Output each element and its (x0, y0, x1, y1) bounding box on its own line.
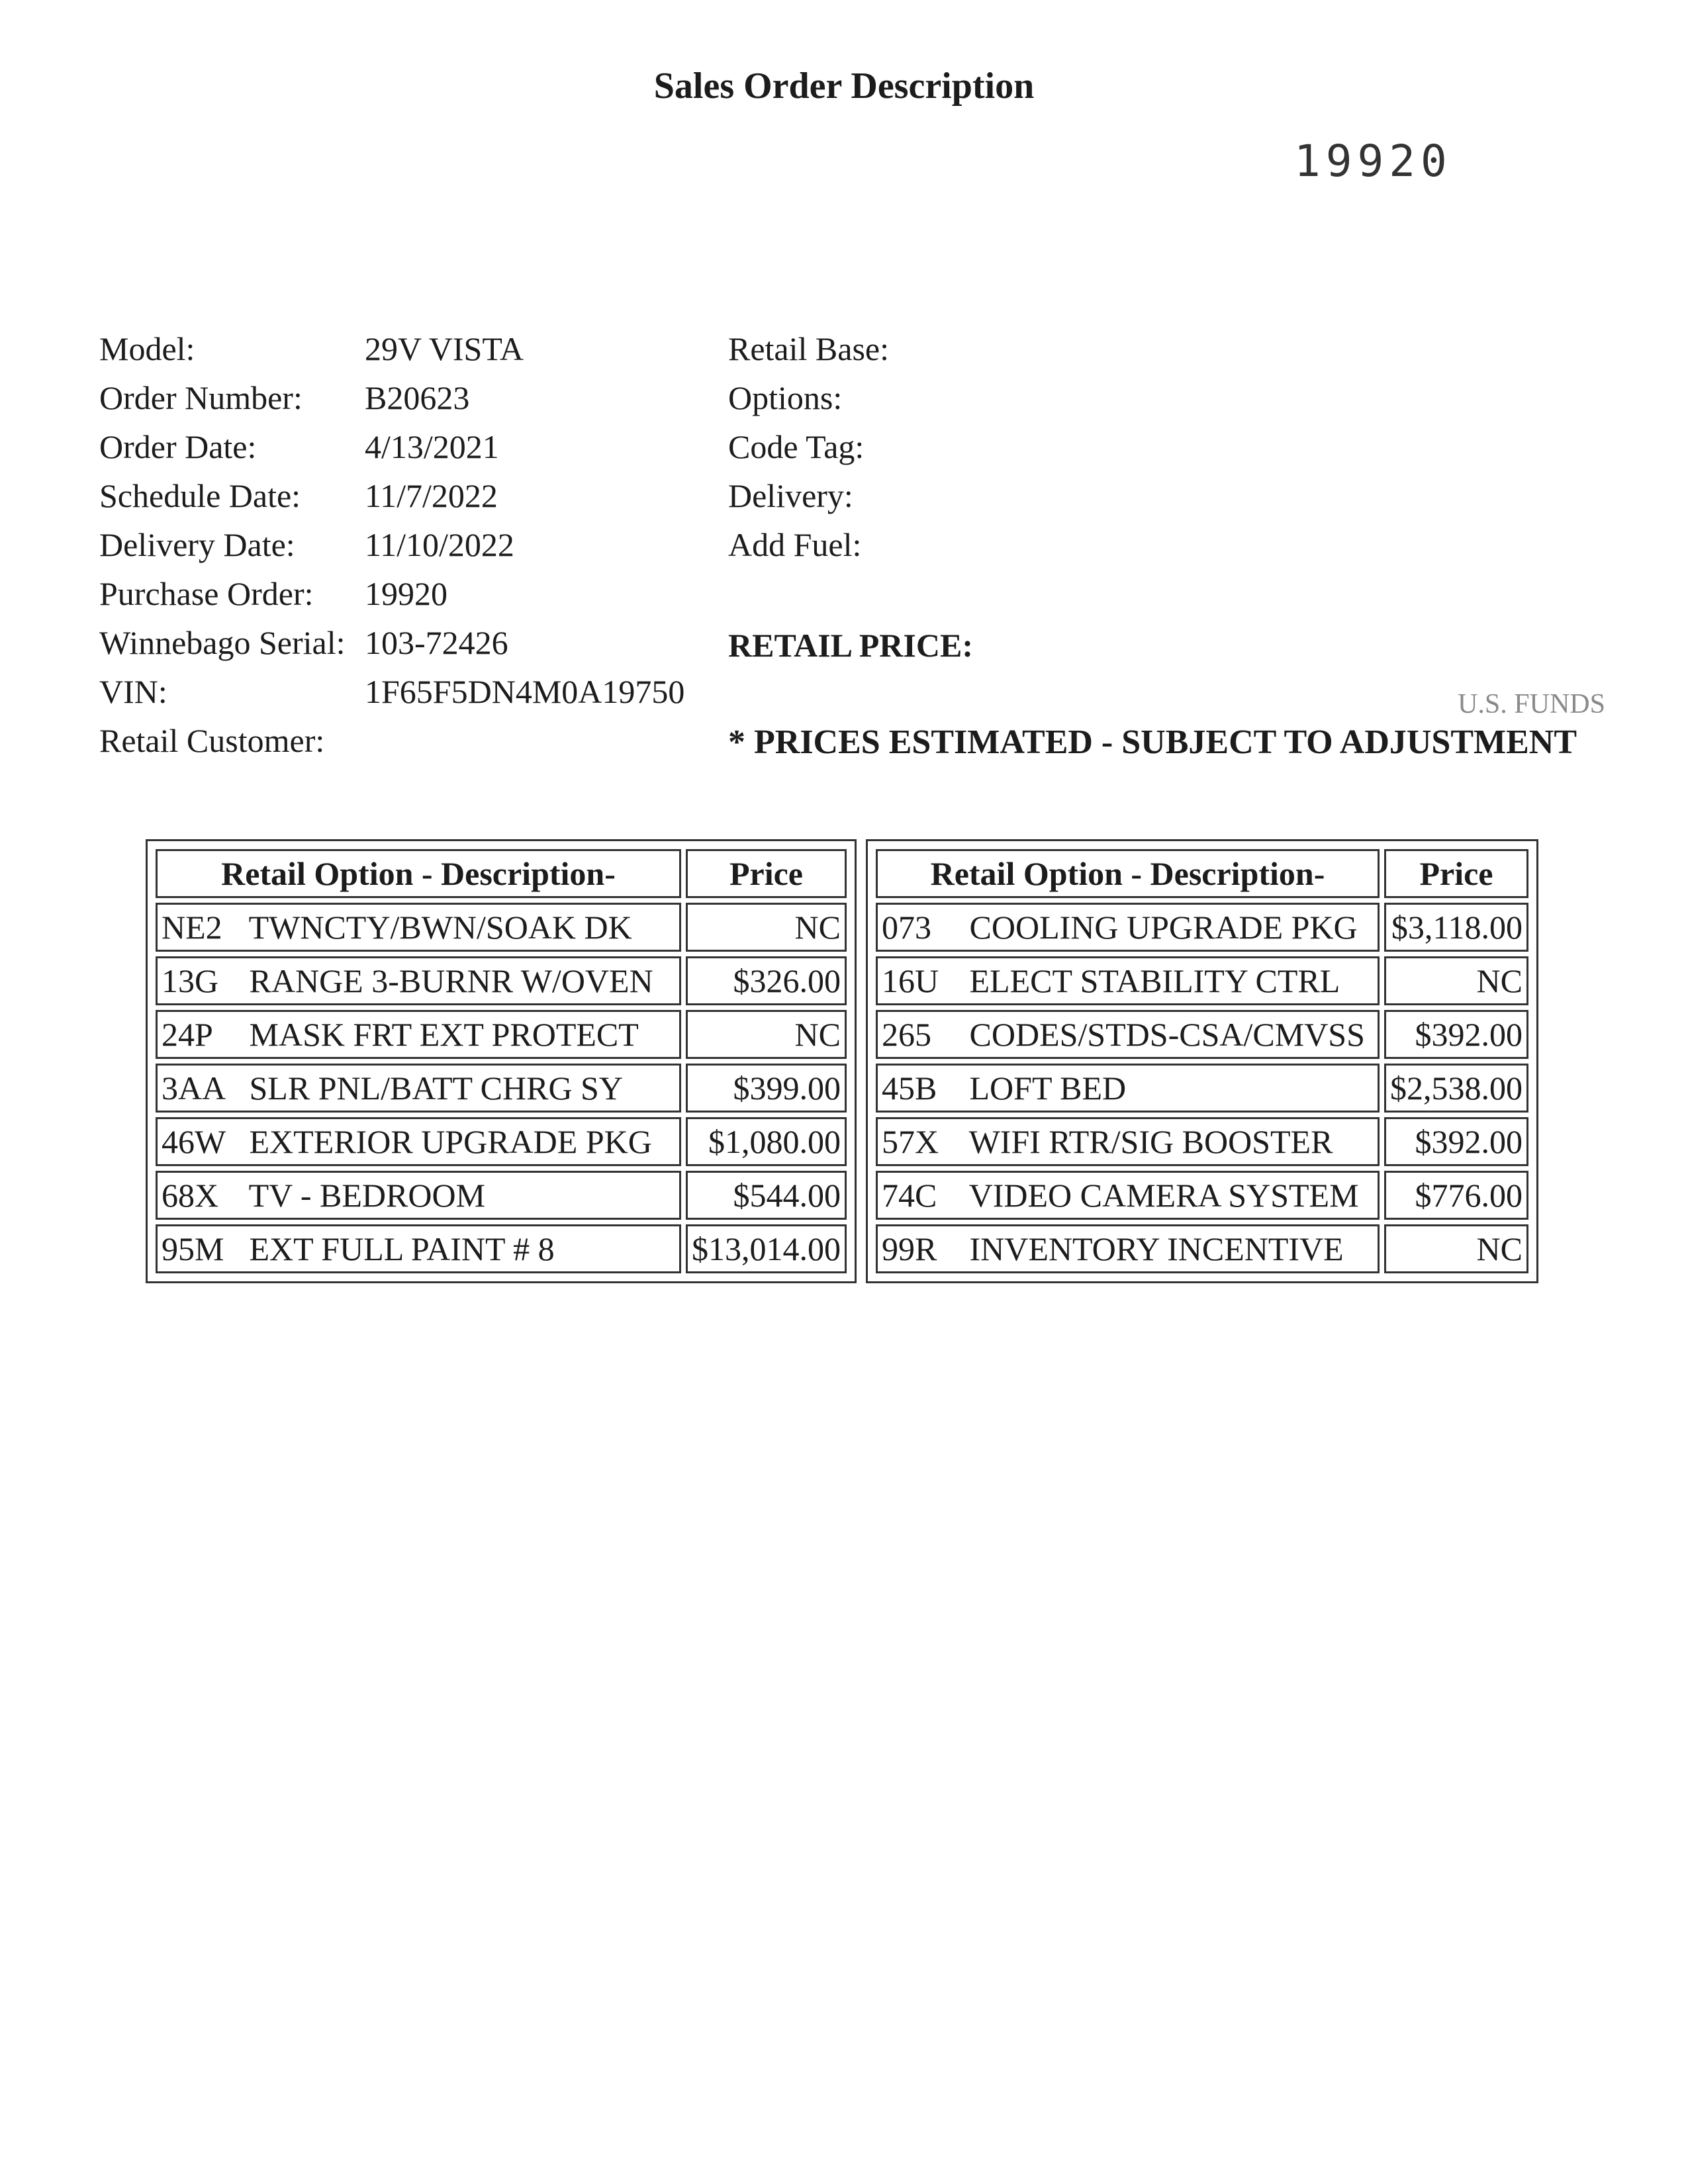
options-label: Options: (728, 379, 843, 416)
option-cell (876, 1064, 1380, 1113)
serial-value: 103-72426 (365, 624, 508, 661)
table-header-row (876, 849, 1528, 898)
option-cell (156, 1010, 681, 1059)
delivery-date-label: Delivery Date: (99, 526, 295, 563)
option-price: $1,080.00 (686, 1117, 847, 1166)
option-code: 74C (882, 1177, 937, 1214)
vin-value: 1F65F5DN4M0A19750 (365, 673, 685, 710)
option-code: 46W (162, 1123, 226, 1160)
option-code: 57X (882, 1123, 939, 1160)
option-price: $392.00 (1384, 1117, 1528, 1166)
table-row (156, 1171, 847, 1220)
option-code: 13G (162, 962, 219, 999)
table-row (876, 1010, 1528, 1059)
table-row (156, 956, 847, 1005)
option-description: RANGE 3-BURNR W/OVEN (249, 962, 653, 999)
option-price: $13,014.00 (686, 1224, 847, 1273)
table-row (156, 1010, 847, 1059)
option-description: INVENTORY INCENTIVE (969, 1230, 1344, 1267)
table-row (876, 1117, 1528, 1166)
table-header-row (156, 849, 847, 898)
table-row (156, 1064, 847, 1113)
option-code: 95M (162, 1230, 224, 1267)
option-price: $392.00 (1384, 1010, 1528, 1059)
options-table-left (146, 839, 857, 1283)
option-code: 68X (162, 1177, 219, 1214)
option-price: NC (686, 903, 847, 952)
option-price: $2,538.00 (1384, 1064, 1528, 1113)
delivery-label: Delivery: (728, 477, 853, 514)
option-description: VIDEO CAMERA SYSTEM (968, 1177, 1359, 1214)
schedule-date-value: 11/7/2022 (365, 477, 498, 514)
description-header: Retail Option - Description- (156, 849, 681, 898)
option-description: LOFT BED (969, 1069, 1127, 1107)
option-cell (876, 956, 1380, 1005)
option-code: 16U (882, 962, 939, 999)
retail-base-label: Retail Base: (728, 330, 889, 367)
option-description: COOLING UPGRADE PKG (969, 909, 1358, 946)
purchase-order-value: 19920 (365, 575, 447, 612)
retail-price-label: RETAIL PRICE: (728, 627, 973, 664)
description-header: Retail Option - Description- (876, 849, 1380, 898)
option-cell (156, 903, 681, 952)
stamp-number: 19920 (1294, 136, 1452, 187)
option-price: $399.00 (686, 1064, 847, 1113)
price-disclaimer: * PRICES ESTIMATED - SUBJECT TO ADJUSTMENT (728, 723, 1577, 761)
option-cell (876, 1224, 1380, 1273)
option-cell (156, 1064, 681, 1113)
add-fuel-label: Add Fuel: (728, 526, 862, 563)
code-tag-label: Code Tag: (728, 428, 865, 465)
table-row (876, 956, 1528, 1005)
table-row (156, 903, 847, 952)
option-cell (156, 1224, 681, 1273)
option-description: EXT FULL PAINT # 8 (249, 1230, 555, 1267)
table-row (156, 1117, 847, 1166)
option-cell (156, 956, 681, 1005)
option-code: 073 (882, 909, 931, 946)
option-description: MASK FRT EXT PROTECT (249, 1016, 639, 1053)
option-price: NC (1384, 1224, 1528, 1273)
table-row (876, 1171, 1528, 1220)
option-cell (876, 1171, 1380, 1220)
order-number-label: Order Number: (99, 379, 303, 416)
option-code: NE2 (162, 909, 222, 946)
order-date-value: 4/13/2021 (365, 428, 499, 465)
order-number-value: B20623 (365, 379, 470, 416)
table-row (876, 1224, 1528, 1273)
serial-label: Winnebago Serial: (99, 624, 346, 661)
option-description: CODES/STDS-CSA/CMVSS (969, 1016, 1365, 1053)
options-table-right (866, 839, 1538, 1283)
option-code: 45B (882, 1069, 937, 1107)
option-cell (876, 1010, 1380, 1059)
price-header: Price (686, 849, 847, 898)
option-description: TWNCTY/BWN/SOAK DK (248, 909, 632, 946)
option-description: TV - BEDROOM (248, 1177, 486, 1214)
option-price: NC (686, 1010, 847, 1059)
table-row (156, 1224, 847, 1273)
schedule-date-label: Schedule Date: (99, 477, 301, 514)
option-cell (156, 1117, 681, 1166)
option-cell (876, 903, 1380, 952)
table-row (876, 1064, 1528, 1113)
option-cell (876, 1117, 1380, 1166)
option-description: EXTERIOR UPGRADE PKG (249, 1123, 652, 1160)
table-row (876, 903, 1528, 952)
option-code: 24P (162, 1016, 213, 1053)
delivery-date-value: 11/10/2022 (365, 526, 514, 563)
price-header: Price (1384, 849, 1528, 898)
option-price: $326.00 (686, 956, 847, 1005)
option-description: WIFI RTR/SIG BOOSTER (968, 1123, 1333, 1160)
vin-label: VIN: (99, 673, 167, 710)
model-value: 29V VISTA (365, 330, 524, 367)
option-code: 265 (882, 1016, 931, 1053)
option-price: NC (1384, 956, 1528, 1005)
option-code: 3AA (162, 1069, 226, 1107)
retail-customer-label: Retail Customer: (99, 722, 325, 759)
model-label: Model: (99, 330, 195, 367)
order-date-label: Order Date: (99, 428, 257, 465)
page-title: Sales Order Description (653, 66, 1035, 107)
funds-note: U.S. FUNDS (1458, 689, 1605, 719)
purchase-order-label: Purchase Order: (99, 575, 314, 612)
option-cell (156, 1171, 681, 1220)
option-code: 99R (882, 1230, 937, 1267)
option-description: ELECT STABILITY CTRL (969, 962, 1340, 999)
option-description: SLR PNL/BATT CHRG SY (249, 1069, 623, 1107)
option-price: $544.00 (686, 1171, 847, 1220)
option-price: $776.00 (1384, 1171, 1528, 1220)
option-price: $3,118.00 (1384, 903, 1528, 952)
